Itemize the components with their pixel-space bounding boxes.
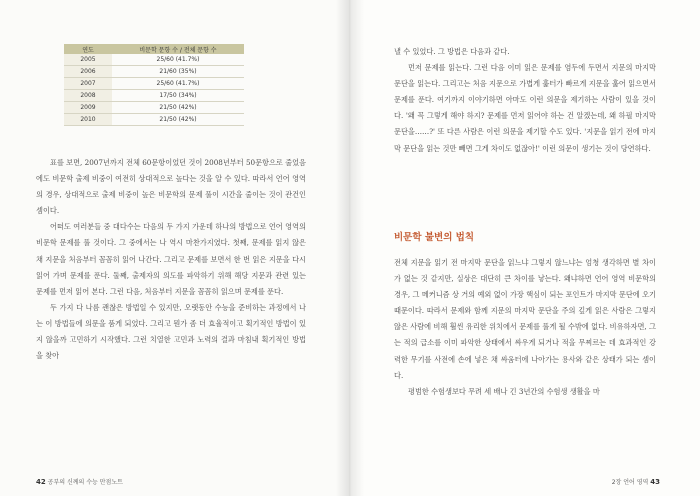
body-paragraph: 먼저 문제를 읽는다. 그런 다음 이미 읽은 문제를 염두에 두면서 지문의 마지막 문단을 읽는다. 그리고는 처음 지문으로 가볍게 훑터가 빠르게 지문을 훑어 읽으면서 문제를 푼다. 여기까지 이야기하면 아마도 이런 의문을 제기하는 사람이 있을 것이다. '왜 꼭 그렇게 해야 하지? 문제를 먼저 읽어야 하는 건 알겠는데, 왜 하필 마지막 문단을……?' 또 다른 사람은 이런 의문을 제기할 수도 있다. '지문을 읽기 전에 마지막 문단을 읽는 것만 빼면 그게 차이도 없잖아!' 이런 의문이 생기는 것이 당연하다. [394, 63, 656, 153]
table-cell-value: 21/50 (42%) [112, 102, 244, 114]
page-number: 42 [36, 478, 46, 486]
body-paragraph: 두 가지 다 나름 괜찮은 방법일 수 있지만, 오랫동안 수능을 준비하는 과정에서 나는 이 방법들에 의문을 품게 되었다. 그리고 뭔가 좀 더 효율적이고 획기적인 방법이 있지 않을까 고민하기 시작했다. 그런 치열한 고민과 노력의 결과 마침내 획기적인 방법을 찾아 [36, 302, 306, 361]
body-paragraph: 낼 수 있었다. 그 방법은 다음과 같다. [394, 47, 510, 56]
table-cell-value: 25/60 (41.7%) [112, 78, 244, 90]
body-paragraph: 어떠도 여러분들 중 대다수는 다음의 두 가지 가운데 하나의 방법으로 언어 영역의 비문학 문제를 풀 것이다. 그 중에서는 나 역시 마찬가지였다. 첫째, 문제를 읽지 않은 채 지문을 처음부터 꼼꼼히 읽어 나간다. 그리고 문제를 보면서 한 번 읽은 지문을 다시 읽어 가며 문제를 푼다. 둘째, 출제자의 의도를 파악하기 위해 해당 지문과 관련 있는 문제를 먼저 읽어 본다. 그런 다음, 처음부터 지문을 꼼꼼히 읽으며 문제를 푼다. [36, 222, 306, 296]
left-body-text [36, 155, 306, 364]
body-paragraph: 평범한 수험생보다 무려 세 배나 긴 3년간의 수험생 생활을 마 [408, 386, 600, 396]
table-cell-year: 2005 [64, 54, 112, 66]
table-cell-year: 2007 [64, 78, 112, 90]
table-row [64, 66, 244, 78]
left-footer [36, 477, 123, 486]
right-body-text-top [394, 44, 656, 157]
table-row [64, 114, 244, 126]
running-title: 공부의 신께의 수능 만점노트 [47, 479, 123, 486]
body-paragraph: 전체 지문을 읽기 전 마지막 문단을 읽느냐 그렇지 않느냐는 엄청 생각하면 별 차이가 없는 것 같지만, 실상은 대단히 큰 차이를 낳는다. 왜냐하면 언어 영역 비문학의 경우, 그 메커니즘 상 거의 예외 없이 가장 핵심이 되는 포인트가 마지막 문단에 오기 때문이다. 따라서 문제와 함께 지문의 마지막 문단을 주의 깊게 읽은 사람은 그렇지 않은 사람에 비해 훨씬 유리한 위치에서 문제를 풀게 될 수밖에 없다. 비유하자면, 그는 적의 급소를 이미 파악한 상태에서 싸우게 되거나 적을 무찌르는 데 효과적인 강력한 무기를 사전에 손에 넣은 채 싸움터에 나아가는 용사와 같은 상태가 되는 셈이다. [394, 258, 656, 380]
table-cell-year: 2008 [64, 90, 112, 102]
table-cell-year: 2010 [64, 114, 112, 126]
table-cell-value: 17/50 (34%) [112, 90, 244, 102]
chapter-title: 2장 언어 영역 [611, 479, 649, 486]
statistics-table [64, 44, 244, 126]
table-header-row [64, 44, 244, 54]
table-header-ratio: 비문학 문항 수 / 전체 문항 수 [112, 44, 244, 54]
table-cell-year: 2009 [64, 102, 112, 114]
page-number: 43 [650, 478, 660, 486]
table-row [64, 90, 244, 102]
table-cell-year: 2006 [64, 66, 112, 78]
body-paragraph: 표를 보면, 2007년까지 전체 60문항이었던 것이 2008년부터 50문항으로 줄었음에도 비문학 출제 비중이 여전히 상대적으로 높다는 것을 알 수 있다. 따라서 언어 영역의 경우, 상대적으로 출제 비중이 높은 비문학의 문제 풀이 시간을 줄이는 것이 관건인 셈이다. [36, 158, 306, 216]
right-body-text-bottom [394, 255, 656, 400]
table-header-year: 연도 [64, 44, 112, 54]
table-cell-value: 21/60 (35%) [112, 66, 244, 78]
right-footer [612, 477, 660, 486]
table-row [64, 78, 244, 90]
table-row [64, 54, 244, 66]
table-cell-value: 25/60 (41.7%) [112, 54, 244, 66]
table-row [64, 102, 244, 114]
section-heading: 비문학 불변의 법칙 [394, 232, 475, 243]
table-cell-value: 21/50 (42%) [112, 114, 244, 126]
right-page [350, 0, 700, 496]
